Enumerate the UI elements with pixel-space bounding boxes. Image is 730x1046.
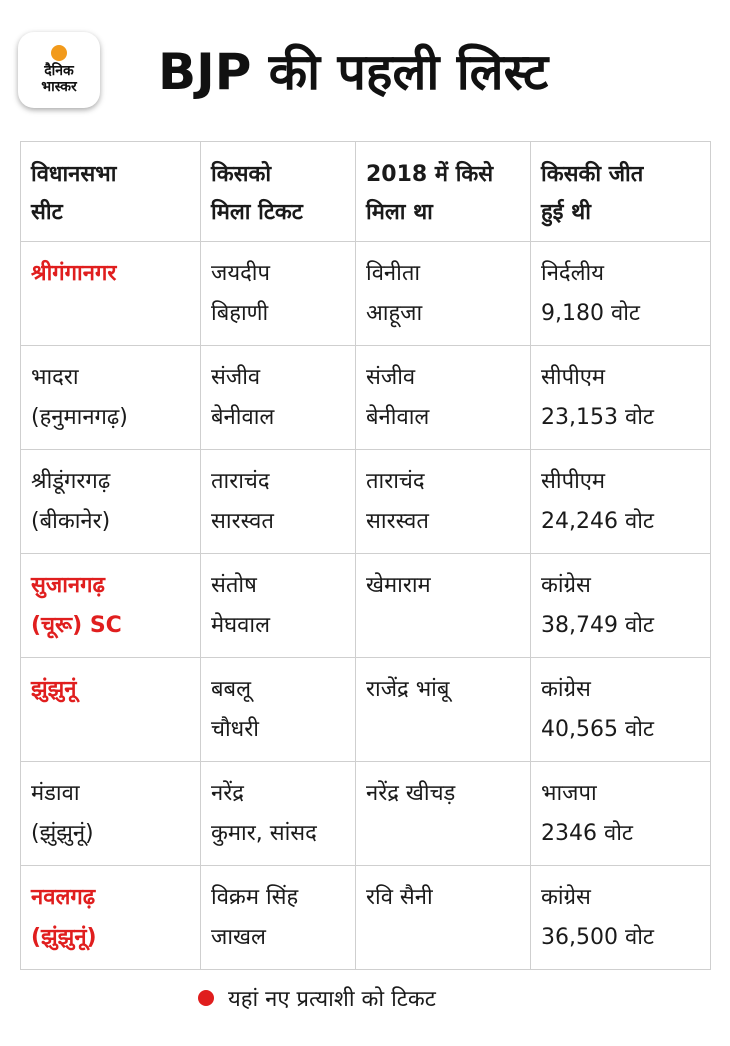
legend-text: यहां नए प्रत्याशी को टिकट <box>228 987 436 1012</box>
table-row <box>21 242 711 346</box>
table-row <box>21 866 711 970</box>
table-header-row <box>21 142 711 242</box>
seat-cell: श्रीडूंगरगढ़ (बीकानेर) <box>21 450 201 554</box>
seat-cell: झुंझुनूं <box>21 658 201 762</box>
winner-cell: भाजपा 2346 वोट <box>531 762 711 866</box>
legend <box>198 980 436 1016</box>
ticket-cell: विक्रम सिंह जाखल <box>201 866 356 970</box>
table-row <box>21 450 711 554</box>
logo-line-1: दैनिक <box>44 63 74 79</box>
header-winner: किसकी जीत हुई थी <box>531 142 711 242</box>
seat-cell: मंडावा (झुंझुनूं) <box>21 762 201 866</box>
table-row <box>21 658 711 762</box>
table-row <box>21 762 711 866</box>
winner-cell: निर्दलीय 9,180 वोट <box>531 242 711 346</box>
seat-cell: श्रीगंगानगर <box>21 242 201 346</box>
candidate-table <box>20 141 711 970</box>
table-row <box>21 554 711 658</box>
ticket-cell: नरेंद्र कुमार, सांसद <box>201 762 356 866</box>
ticket-cell: बबलू चौधरी <box>201 658 356 762</box>
ticket-cell: संतोष मेघवाल <box>201 554 356 658</box>
winner-cell: सीपीएम 23,153 वोट <box>531 346 711 450</box>
header-ticket: किसको मिला टिकट <box>201 142 356 242</box>
red-dot-icon <box>198 990 214 1006</box>
seat-cell: नवलगढ़ (झुंझुनूं) <box>21 866 201 970</box>
seat-cell: भादरा (हनुमानगढ़) <box>21 346 201 450</box>
header-2018: 2018 में किसे मिला था <box>356 142 531 242</box>
prev-cell: विनीता आहूजा <box>356 242 531 346</box>
prev-cell: नरेंद्र खीचड़ <box>356 762 531 866</box>
prev-cell: खेमाराम <box>356 554 531 658</box>
dainik-bhaskar-logo <box>18 32 100 108</box>
table-row <box>21 346 711 450</box>
seat-cell: सुजानगढ़ (चूरू) SC <box>21 554 201 658</box>
winner-cell: कांग्रेस 38,749 वोट <box>531 554 711 658</box>
winner-cell: सीपीएम 24,246 वोट <box>531 450 711 554</box>
ticket-cell: ताराचंद सारस्वत <box>201 450 356 554</box>
sun-icon <box>51 45 67 61</box>
prev-cell: रवि सैनी <box>356 866 531 970</box>
winner-cell: कांग्रेस 40,565 वोट <box>531 658 711 762</box>
ticket-cell: जयदीप बिहाणी <box>201 242 356 346</box>
prev-cell: ताराचंद सारस्वत <box>356 450 531 554</box>
winner-cell: कांग्रेस 36,500 वोट <box>531 866 711 970</box>
logo-line-2: भास्कर <box>41 79 77 95</box>
page-title: BJP की पहली लिस्ट <box>158 43 549 101</box>
prev-cell: राजेंद्र भांबू <box>356 658 531 762</box>
ticket-cell: संजीव बेनीवाल <box>201 346 356 450</box>
header-seat: विधानसभा सीट <box>21 142 201 242</box>
prev-cell: संजीव बेनीवाल <box>356 346 531 450</box>
